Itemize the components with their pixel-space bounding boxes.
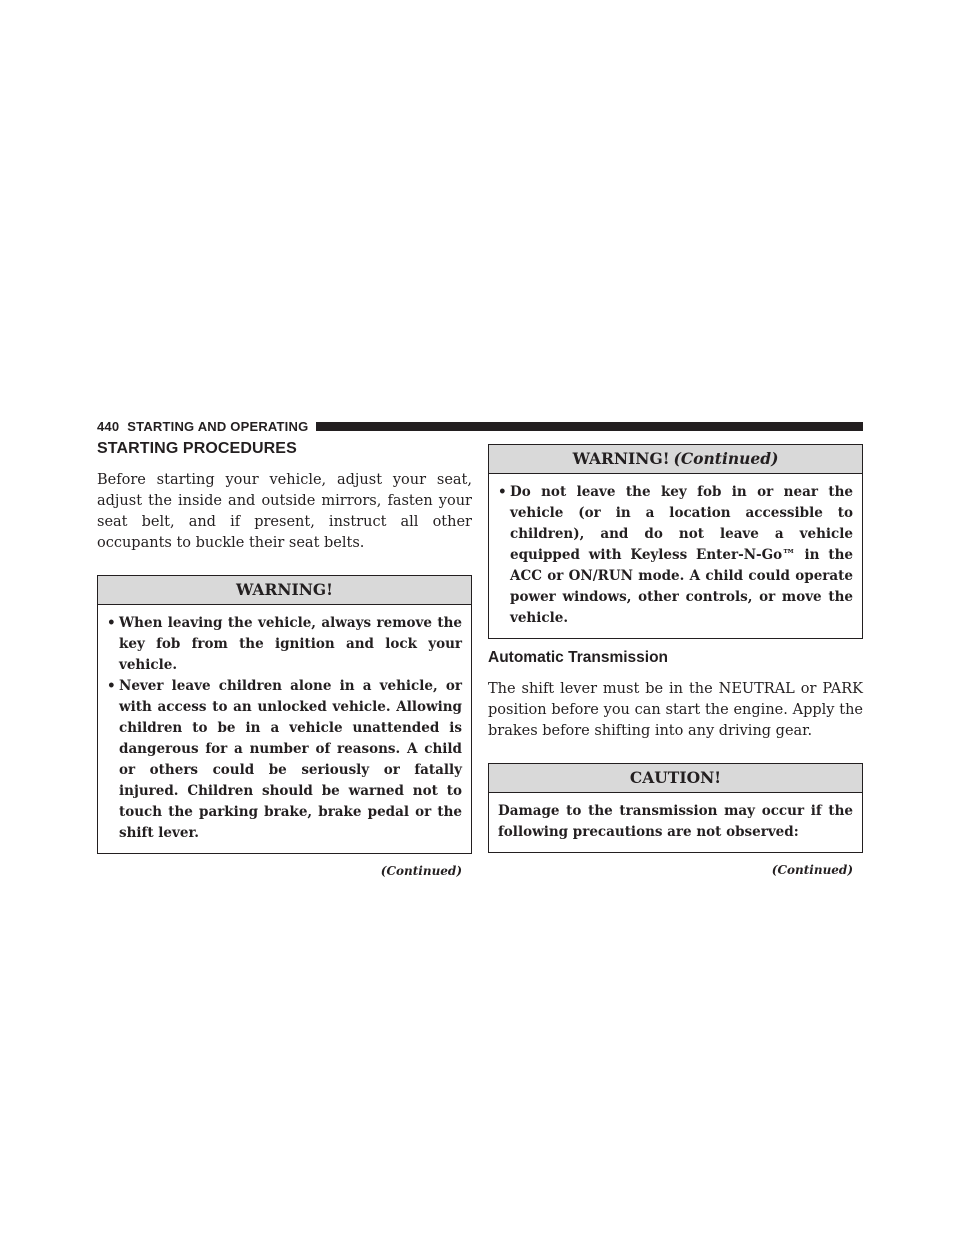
warning-title: WARNING! [98, 576, 471, 605]
transmission-paragraph: The shift lever must be in the NEUTRAL or PARK position before you can start the engine. Apply the brakes before shifting into any driving gear. [488, 681, 863, 739]
warning-continued-title: WARNING! (Continued) [489, 445, 862, 474]
caution-title: CAUTION! [489, 764, 862, 793]
bullet-icon: • [498, 484, 507, 500]
warning-bullet: • When leaving the vehicle, always remove the key fob from the ignition and lock your vehicle. [107, 613, 462, 676]
warning-box [97, 575, 472, 854]
page-header [97, 417, 863, 435]
warning-bullet: • Never leave children alone in a vehicle, or with access to an unlocked vehicle. Allowing children to be in a vehicle unattended is dangerous for a number of reasons. A child or others could be seriously or fatally injured. Children should be warned not to touch the parking brake, brake pedal or the shift lever. [107, 676, 462, 844]
heading-automatic-transmission: Automatic Transmission [488, 649, 669, 666]
left-column [97, 440, 472, 878]
warning-continued-box [488, 444, 863, 639]
continued-label: (Continued) [771, 863, 853, 877]
bullet-icon: • [107, 678, 116, 694]
caution-body [489, 793, 862, 852]
header-rule [316, 422, 863, 431]
warning-body [98, 605, 471, 853]
caution-text: Damage to the transmission may occur if the following precautions are not observed: [498, 803, 853, 840]
heading-starting-procedures: STARTING PROCEDURES [97, 440, 297, 457]
warning-bullet: • Do not leave the key fob in or near the vehicle (or in a location accessible to children), and do not leave a vehicle equipped with Keyless Enter-N-Go™ in the ACC or ON/RUN mode. A child could operate power windows, other controls, or move the vehicle. [498, 482, 853, 629]
right-column [488, 444, 863, 877]
warning-continued-body [489, 474, 862, 638]
intro-paragraph: Before starting your vehicle, adjust your seat, adjust the inside and outside mirrors, fasten your seat belt, and if present, instruct all other occupants to buckle their seat belts. [97, 472, 472, 551]
caution-box [488, 763, 863, 853]
section-title: STARTING AND OPERATING [127, 418, 309, 434]
continued-label: (Continued) [380, 864, 462, 878]
bullet-icon: • [107, 615, 116, 631]
page-number: 440 [97, 418, 120, 434]
